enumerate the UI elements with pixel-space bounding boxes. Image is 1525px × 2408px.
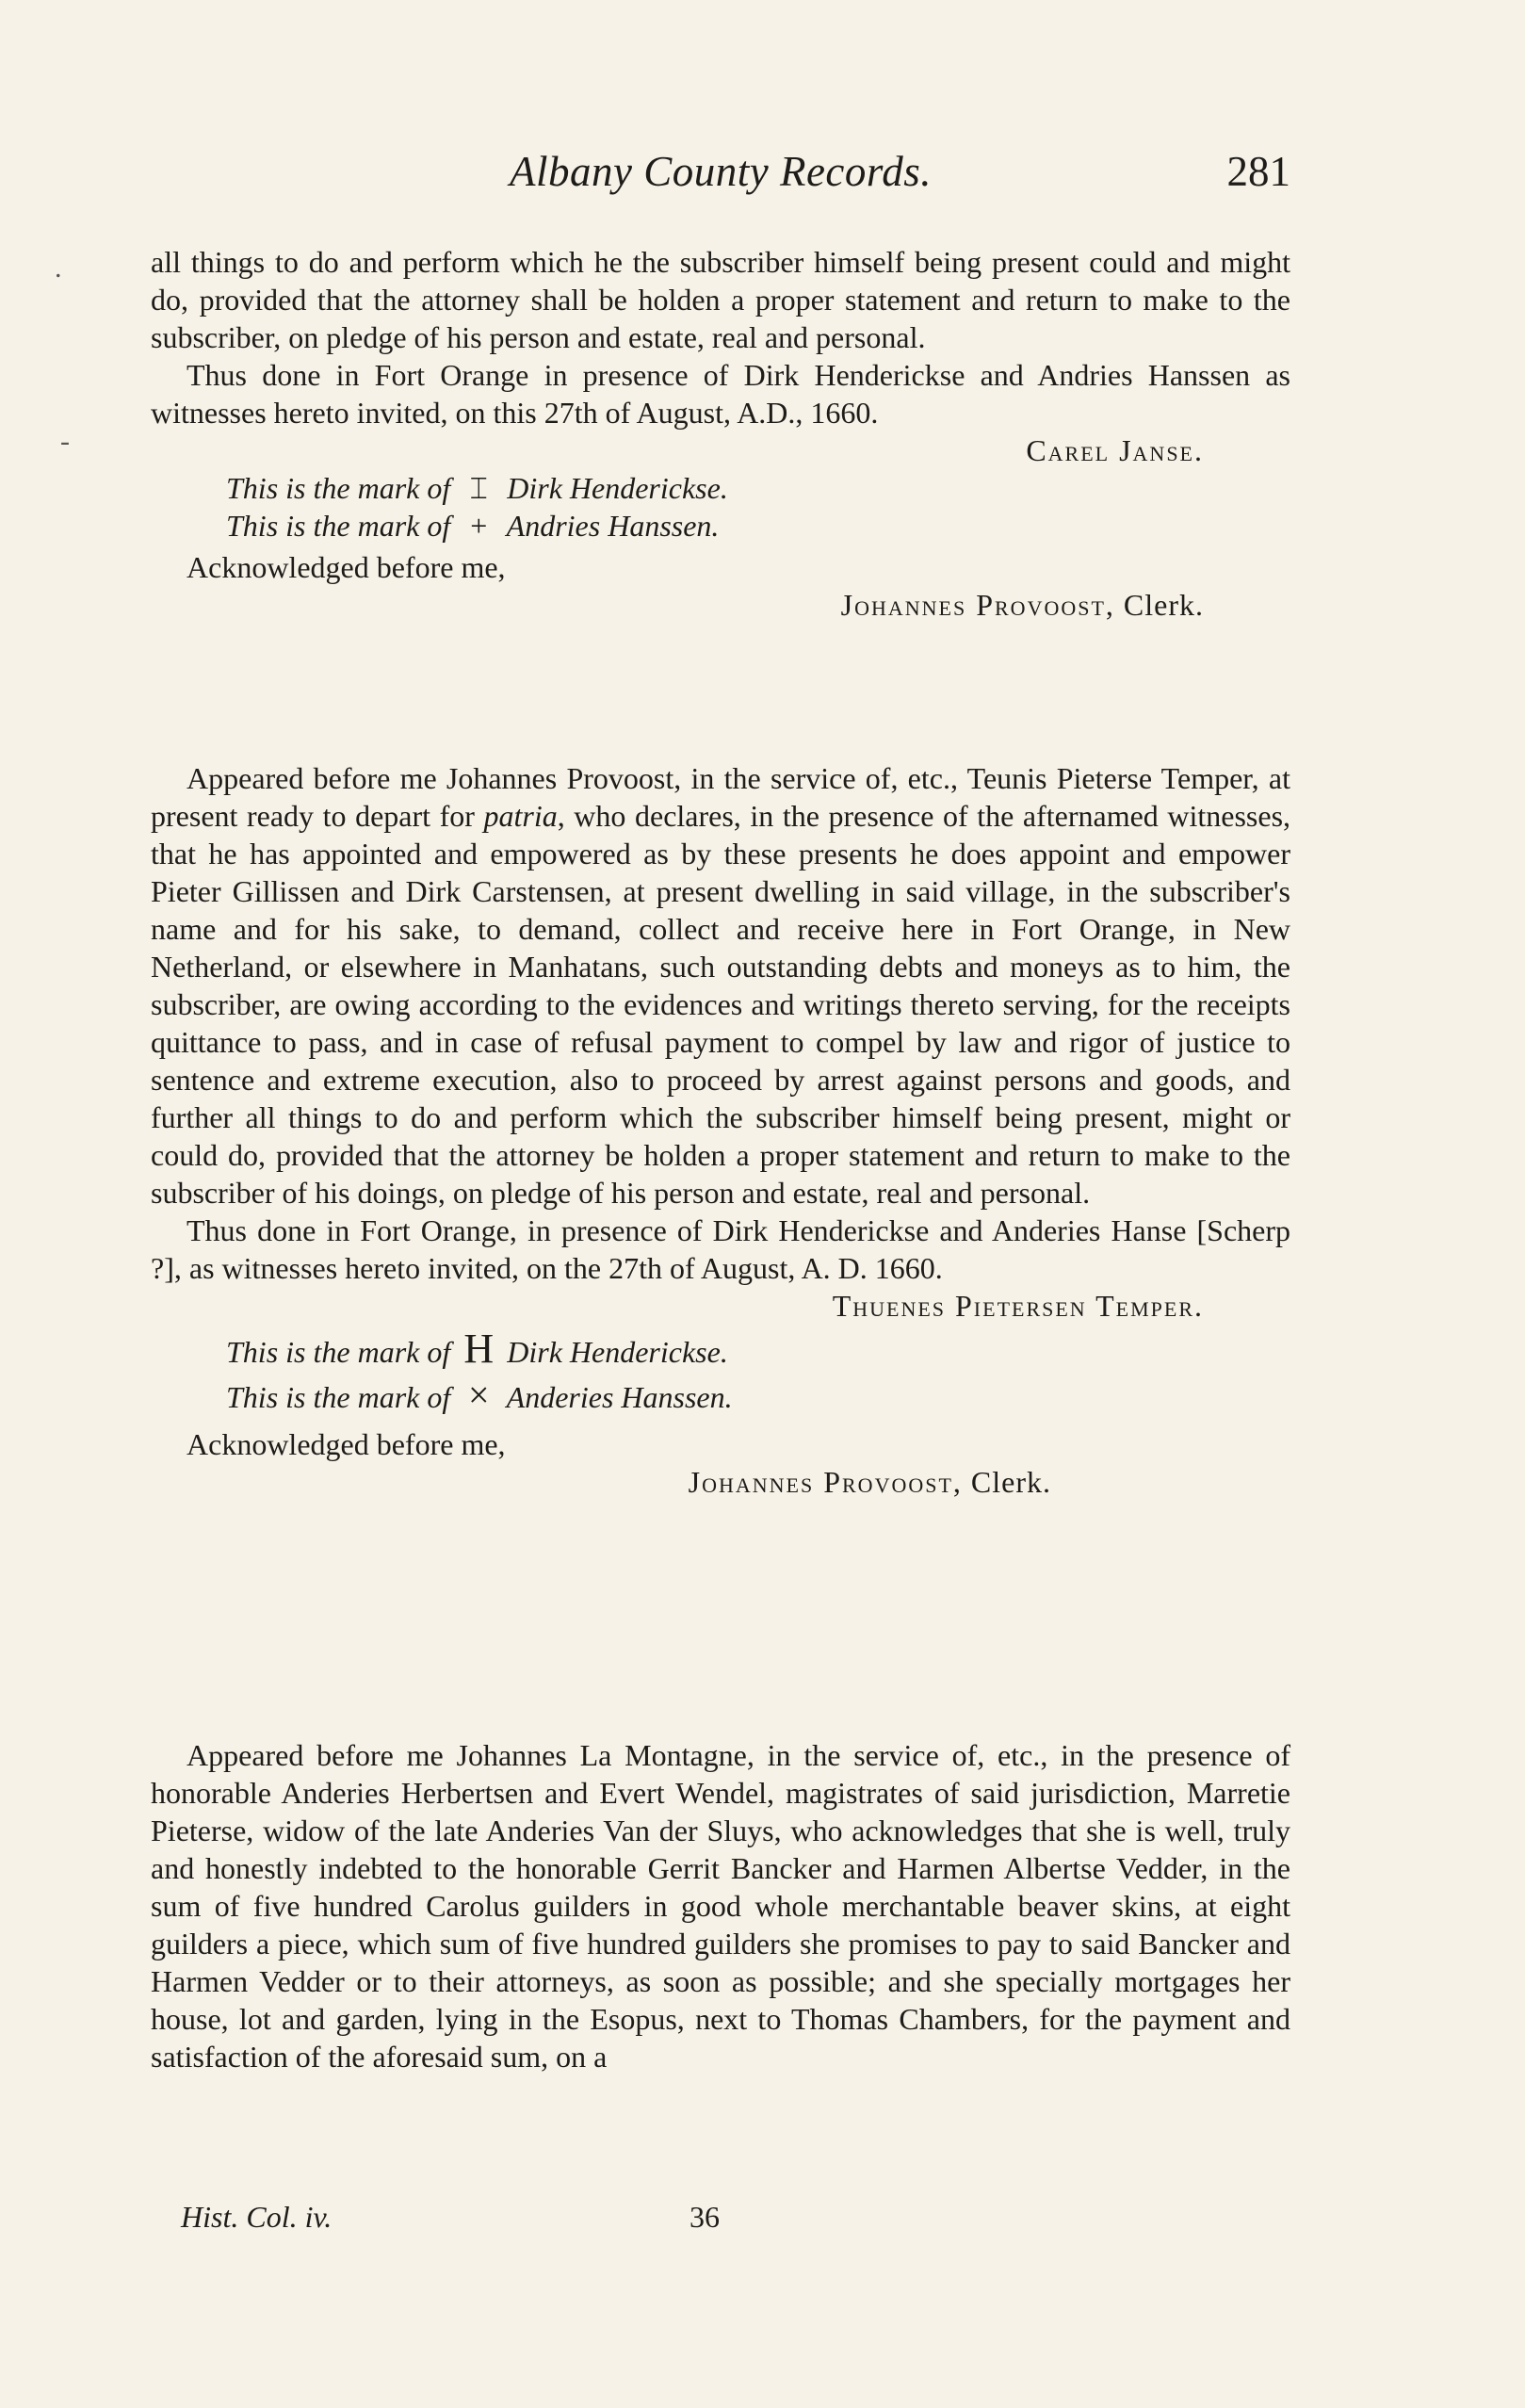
record-block-1 <box>151 243 1290 624</box>
witness-mark-line <box>151 1326 1290 1372</box>
record-block-2 <box>151 759 1290 1501</box>
witness-name: Anderies Hanssen. <box>506 1380 733 1414</box>
witness-mark-line <box>151 507 1290 545</box>
witness-name: Andries Hanssen. <box>506 509 720 543</box>
clerk-title: Clerk. <box>970 1465 1051 1499</box>
running-title: Albany County Records. <box>510 148 932 195</box>
witness-mark-line <box>151 1376 1290 1416</box>
witness-mark-icon: + <box>470 509 488 543</box>
witness-name: Dirk Henderickse. <box>507 1335 728 1369</box>
page-footer <box>181 2200 720 2235</box>
mark-prefix: This is the mark of <box>226 471 451 505</box>
paragraph <box>151 759 1290 1212</box>
witness-name: Dirk Henderickse. <box>507 471 728 505</box>
record-block-3 <box>151 1736 1290 2075</box>
paragraph-text: , who declares, in the presence of the afternamed witnesses, that he has appointed and empowered as by these presents he does appoint and empower Pieter Gillissen and Dirk Carstensen, at present dwelling in said village, in the subscriber's name and for his sake, to demand, collect and receive here in Fort Orange, in New Netherland, or elsewhere in Manhatans, such outstanding debts and moneys as to him, the subscriber, are owing according to the evidences and writings thereto serving, for the receipts quittance to pass, and in case of refusal payment to compel by law and rigor of justice to sentence and extreme execution, also to proceed by arrest against persons and goods, and further all things to do and perform which the subscriber himself being present, might or could do, provided that the attorney be holden a proper statement and return to make to the subscriber of his doings, on pledge of his person and estate, real and personal. <box>151 799 1291 1210</box>
clerk-title: Clerk. <box>1123 588 1204 622</box>
clerk-name: Johannes Provoost, <box>688 1465 963 1499</box>
signature: Carel Janse. <box>1026 433 1204 467</box>
mark-prefix: This is the mark of <box>226 1335 451 1369</box>
witness-mark-line <box>151 469 1290 507</box>
signature: Thuenes Pietersen Temper. <box>832 1289 1204 1323</box>
mark-prefix: This is the mark of <box>226 509 451 543</box>
witness-mark-icon: × <box>467 1374 490 1416</box>
margin-mark-dash: - <box>60 426 70 457</box>
clerk-name: Johannes Provoost, <box>840 588 1115 622</box>
sheet-number: 36 <box>689 2200 720 2234</box>
acknowledgement: Acknowledged before me, <box>187 1427 506 1461</box>
witness-mark-icon: H <box>463 1326 495 1372</box>
paragraph: all things to do and perform which he the subscriber himself being present could and might do, provided that the attorney shall be holden a proper statement and return to make to the subscriber, on pledge of his person and estate, real and personal. <box>151 245 1290 354</box>
signature-mark: Hist. Col. iv. <box>181 2200 333 2234</box>
paragraph: Thus done in Fort Orange, in presence of Dirk Henderickse and Anderies Hanse [Scherp ?], as witnesses hereto invited, on the 27th of August, A. D. 1660. <box>151 1213 1290 1285</box>
page-number: 281 <box>1226 148 1290 195</box>
mark-prefix: This is the mark of <box>226 1380 451 1414</box>
clerk-signature <box>151 1463 1290 1501</box>
margin-mark-dot: . <box>55 252 62 284</box>
clerk-signature <box>151 586 1290 624</box>
witness-mark-icon: ⌶ <box>469 471 488 505</box>
page-header <box>151 147 1290 203</box>
paragraph-italic: patria <box>483 799 558 833</box>
acknowledgement: Acknowledged before me, <box>187 550 506 584</box>
paragraph: Appeared before me Johannes La Montagne, in the service of, etc., in the presence of honorable Anderies Herbertsen and Evert Wendel, magistrates of said jurisdiction, Marretie Pieterse, widow of the late Anderies Van der Sluys, who acknowledges that she is well, truly and honestly indebted to the honorable Gerrit Bancker and Harmen Albertse Vedder, in the sum of five hundred Carolus guilders in good whole merchantable beaver skins, at eight guilders a piece, which sum of five hundred guilders she promises to pay to said Bancker and Harmen Vedder or to their attorneys, as soon as possible; and she specially mortgages her house, lot and garden, lying in the Esopus, next to Thomas Chambers, for the payment and satisfaction of the aforesaid sum, on a <box>151 1738 1290 2074</box>
paragraph-text: Appeared before me Johannes Provoost, in the service of, etc., Teunis Pieterse Temper, at present ready to depart for <box>151 761 1290 833</box>
paragraph: Thus done in Fort Orange in presence of Dirk Henderickse and Andries Hanssen as witnesses hereto invited, on this 27th of August, A.D., 1660. <box>151 358 1290 430</box>
